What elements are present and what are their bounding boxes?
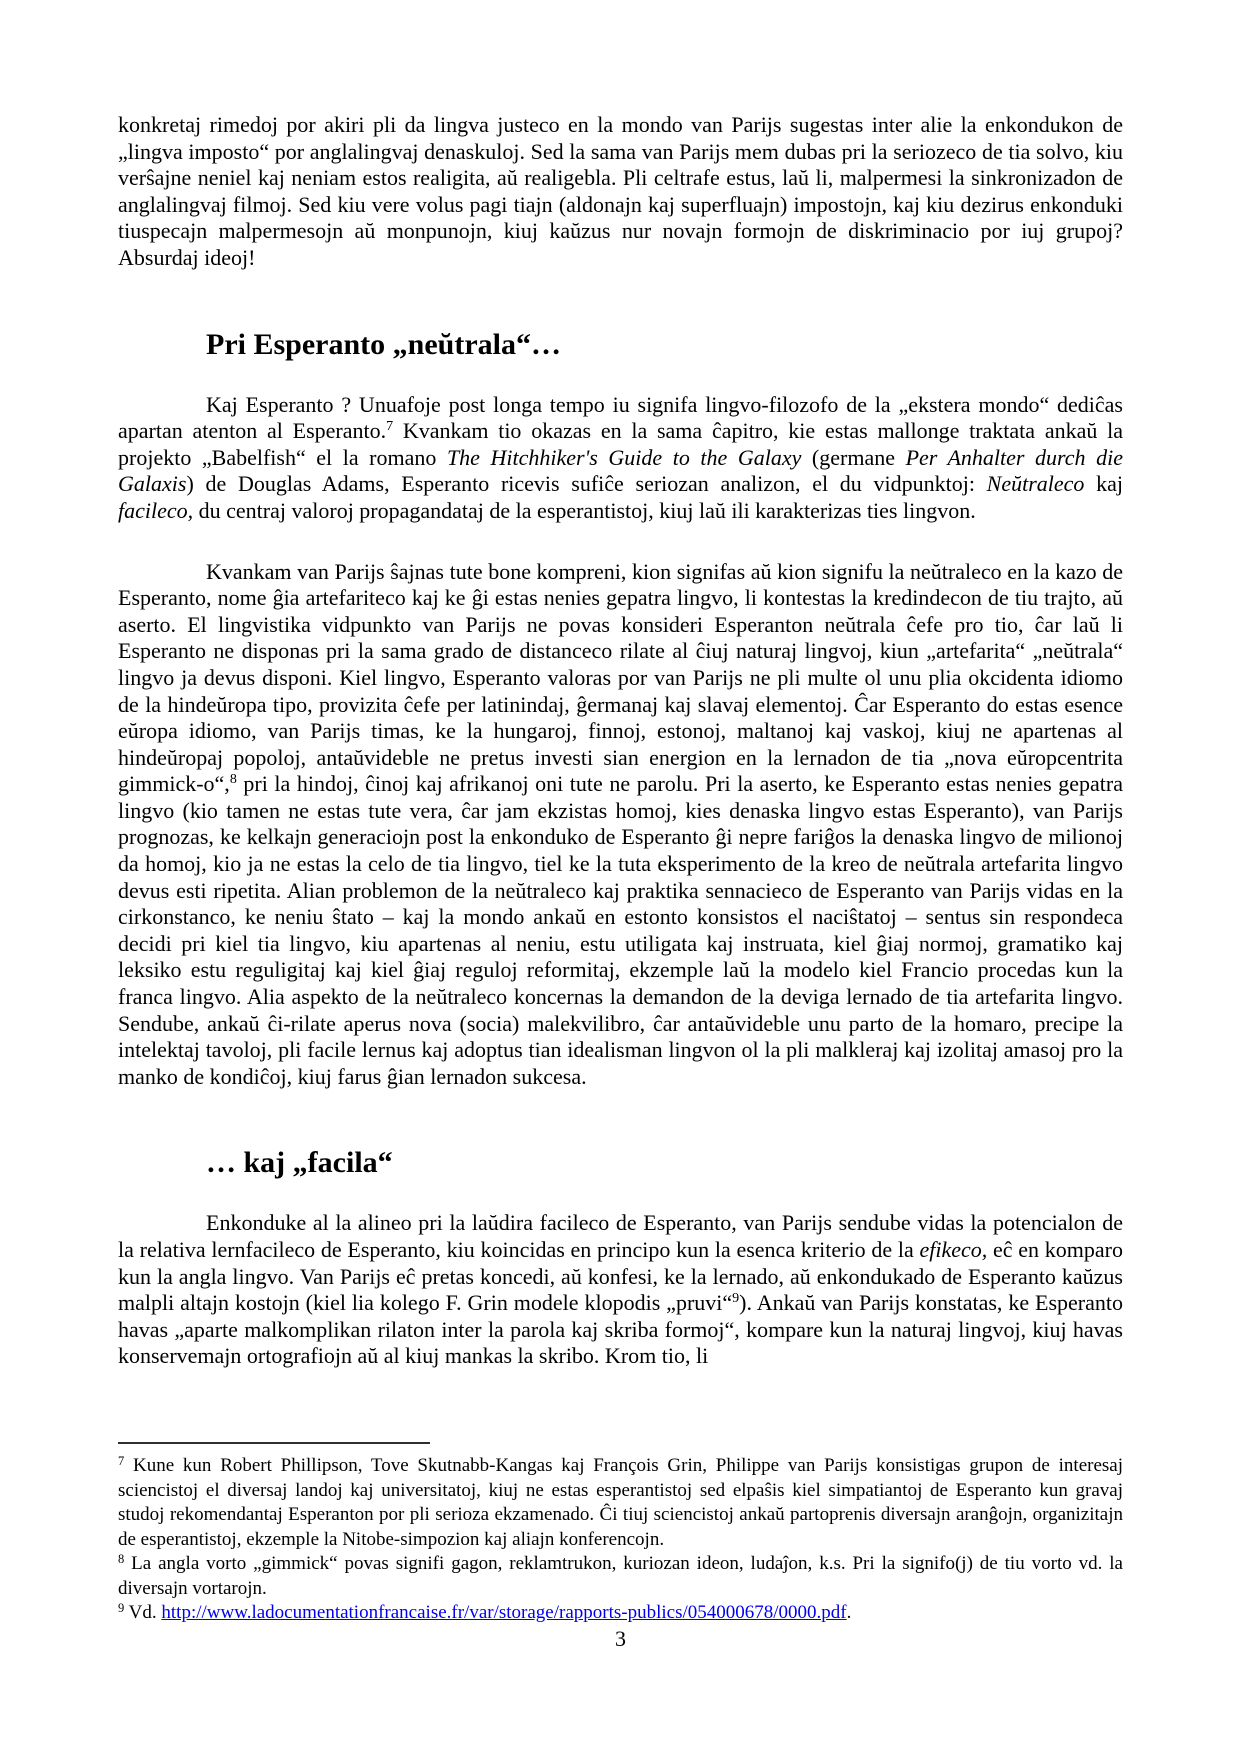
text-run: Enkonduke al la alineo pri la laŭdira facileco de Esperanto, van Parijs sendube vidas la potencialon de la relativa lernfacileco de Esperanto, kiu koincidas en principo kun la esenca kriterio de la xyxy=(118,1210,1123,1262)
text-run: eĉ en komparo kun la angla lingvo. Van Parijs eĉ pretas koncedi, aŭ konfesi, ke la lernado, aŭ enkondukado de Esperanto kaŭzus malpli altajn kostojn (kiel lia kolego F. Grin modele klopodis „pruvi“ xyxy=(118,1237,1123,1316)
footnote-8 xyxy=(118,1552,1123,1601)
heading-pri-esperanto-neutrala: Pri Esperanto „neŭtrala“… xyxy=(206,327,561,361)
paragraph-esperanto-intro xyxy=(118,392,1123,525)
paragraph-continuation: konkretaj rimedoj por akiri pli da lingva justeco en la mondo van Parijs sugestas inter alie la enkondukon de „lingva imposto“ por anglalingvaj denaskuloj. Sed la sama van Parijs mem dubas pri la seriozeco de tia solvo, kiu verŝajne neniel kaj neniam estos realigita, aŭ realigebla. Pli celtrafe estus, laŭ li, malpermesi la sinkronizadon de anglalingvaj filmoj. Sed kiu vere volus pagi tiajn (aldonajn kaj superfluajn) impostojn, kaj kiu dezirus enkonduki tiuspecajn malpermesojn aŭ monpunojn, kiuj kaŭzus nur novajn formojn de diskriminacio por iuj grupoj? Absurdaj ideoj! xyxy=(118,112,1123,270)
footnotes-section xyxy=(118,1442,1123,1626)
term-neutraleco: Neŭtraleco xyxy=(986,471,1085,497)
text-run: pri la hindoj, ĉinoj kaj afrikanoj oni tute ne parolu. Pri la aserto, ke Esperanto estas nenies gepatra lingvo (kio tamen ne estas tute vera, ĉar jam ekzistas homoj, kies denaska lingvo estas Esperanto), van Parijs prognozas, ke kelkajn generaciojn post la enkonduko de Esperanto ĝi nepre fariĝos la denaska lingvo de milionoj da homoj, kio ja ne estas la celo de tia lingvo, tiel ke la tuta eksperimento de la kreo de neŭtrala artefarita lingvo devus esti ripetita. Alian problemon de la neŭtraleco kaj praktika sennacieco de Esperanto van Parijs vidas en la cirkonstanco, ke neniu ŝtato – kaj la mondo ankaŭ en estonto konsistos el naciŝtatoj – sentus sin respondeca decidi pri kiel tia lingvo, kiu apartenas al neniu, estu utiligata kaj instruata, kiel ĝiaj normoj, gramatiko kaj leksiko estu reguligitaj kaj kiel ĝiaj reguloj reformitaj, ekzemple laŭ la modelo kiel Francio procedas kun la franca lingvo. Alia aspekto de la neŭtraleco koncernas la demandon de la deviga lernado de tia artefarita lingvo. Sendube, ankaŭ ĉi-rilate aperus nova (socia) malekvilibro, ĉar antaŭvideble unu parto de la homaro, precipe la intelektaj tavoloj, pli facile lernus kaj adoptus tian idealisman lingvon ol la pli malkleraj kaj izolitaj amasoj pro la manko de kondiĉoj, kiuj farus ĝian lernadon sukcesa. xyxy=(118,771,1123,1089)
footnote-9 xyxy=(118,1601,1123,1626)
footnote-7 xyxy=(118,1454,1123,1552)
book-title-hitchhiker: The Hitchhiker's Guide to the Galaxy xyxy=(446,444,802,470)
text-run: ). Ankaŭ van Parijs konstatas, ke Esperanto havas „aparte malkomplikan rilaton inter la parola kaj skriba formoj“, kompare kun la naturaj lingvoj, kiuj havas konservemajn ortografiojn aŭ al kiuj mankas la skribo. Krom tio, li xyxy=(118,1290,1123,1369)
text-run: (germane xyxy=(801,444,906,470)
text-run: Kvankam tio okazas en la sama ĉapitro, kie estas mallonge traktata ankaŭ la projekto „Babelfish“ el la romano xyxy=(118,418,1123,470)
footnote-9-link[interactable]: http://www.ladocumentationfrancaise.fr/var/storage/rapports-publics/054000678/0000.pdf xyxy=(161,1602,847,1623)
heading-kaj-facila: … kaj „facila“ xyxy=(206,1146,393,1180)
term-facileco: facileco, xyxy=(118,497,194,523)
paragraph-facileco xyxy=(118,1210,1123,1370)
paragraph-neutraleco-analysis xyxy=(118,559,1123,1091)
page-number: 3 xyxy=(615,1626,626,1651)
footnote-separator xyxy=(118,1442,430,1444)
term-efikeco: efikeco, xyxy=(919,1237,988,1262)
text-run: Kvankam van Parijs ŝajnas tute bone kompreni, kion signifas aŭ kion signifu la neŭtraleco en la kazo de Esperanto, nome ĝia artefariteco kaj ke ĝi estas nenies gepatra lingvo, li kontestas la kredindecon de tiu trajto, aŭ aserto. El lingvistika vidpunkto van Parijs ne povas konsideri Esperanton neŭtrala ĉefe pro tio, ĉar laŭ li Esperanto ne disponas pri la sama grado de distanceco rilate al ĉiuj naturaj lingvoj, kiun „artefarita“ „neŭtrala“ lingvo ja devus disponi. Kiel lingvo, Esperanto valoras por van Parijs ne pli multe ol unu plia okcidenta idiomo de la hindeŭropa tipo, provizita ĉefe per latinindaj, ĝermanaj kaj slavaj elementoj. Ĉar Esperanto do estas esence eŭropa idiomo, van Parijs timas, ke la hungaroj, finnoj, estonoj, maltanoj kaj vaskoj, kiuj ne apartenas al hindeŭropaj popoloj, antaŭvideble ne pretus investi sian energion en la lernadon de tia „nova eŭropcentrita gimmick-o“, xyxy=(118,558,1123,797)
book-title-german: Per Anhalter durch die Galaxis xyxy=(118,444,1123,497)
footnote-9-suffix: . xyxy=(846,1602,852,1623)
text-run: ) de Douglas Adams, Esperanto ricevis sufiĉe seriozan analizon, el du vidpunktoj: xyxy=(186,471,987,497)
text-run: du centraj valoroj propagandataj de la esperantistoj, kiuj laŭ ili karakterizas ties lingvon. xyxy=(193,497,976,523)
footnote-7-marker: 7 xyxy=(118,1454,125,1468)
text-run: Kaj Esperanto ? Unuafoje post longa tempo iu signifa lingvo-filozofo de la „ekstera mondo“ dediĉas apartan atenton al Esperanto. xyxy=(118,391,1123,444)
footnote-ref-9: 9 xyxy=(732,1291,740,1307)
text-run: kaj xyxy=(1084,471,1123,497)
footnote-8-text: La angla vorto „gimmick“ povas signifi gagon, reklamtrukon, kuriozan ideon, ludaĵon, k.s. Pri la signifo(j) de tiu vorto vd. la diversajn vortarojn. xyxy=(118,1553,1123,1599)
footnote-ref-8: 8 xyxy=(229,772,237,788)
footnote-9-prefix: Vd. xyxy=(124,1602,162,1623)
footnote-7-text: Kune kun Robert Phillipson, Tove Skutnabb-Kangas kaj François Grin, Philippe van Parijs konsistigas grupon de interesaj sciencistoj el diversaj landoj kaj universitatoj, kiuj ne estas esperantistoj sed elpaŝis kiel simpatiantoj de Esperanto kun gravaj studoj rekomendantaj Esperanton por pli serioza ekzamenado. Ĉi tiuj sciencistoj ankaŭ partoprenis diversajn aranĝojn, organizitajn de esperantistoj, ekzemple la Nitobe-simpozion kaj aliajn konferencojn. xyxy=(118,1455,1123,1550)
footnote-8-marker: 8 xyxy=(118,1552,125,1566)
footnote-ref-7: 7 xyxy=(386,419,394,435)
footnote-9-marker: 9 xyxy=(118,1601,125,1615)
